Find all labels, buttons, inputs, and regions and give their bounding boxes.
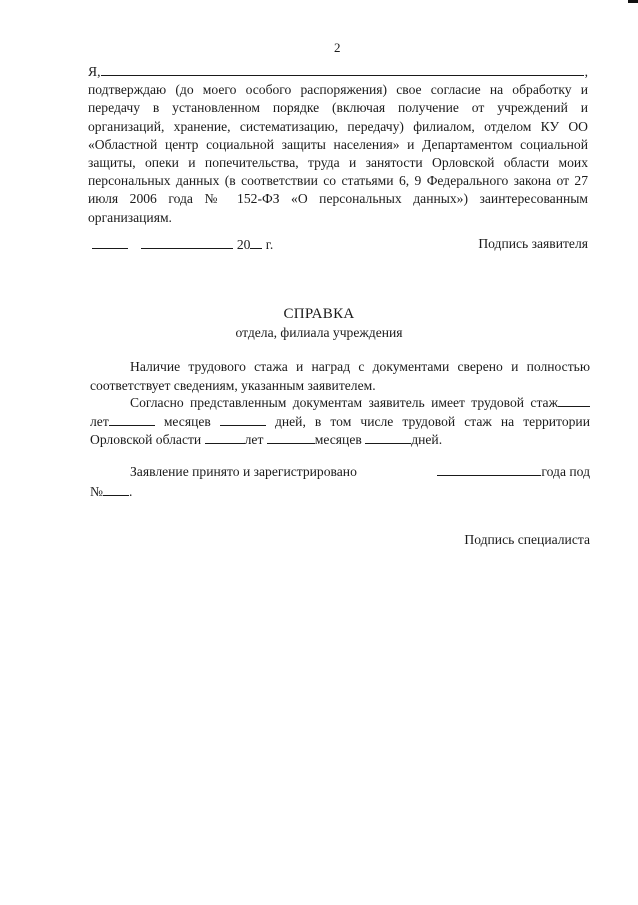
region-years-blank[interactable] (205, 431, 245, 444)
page-number: 2 (334, 40, 341, 55)
days-label: дней, (274, 413, 306, 429)
registration-number-line (90, 482, 590, 502)
year-prefix: 20 (236, 237, 251, 252)
certificate-subtitle: отдела, филиала учреждения (235, 325, 403, 340)
consent-suffix: , (584, 64, 588, 79)
consent-text: подтверждаю (до моего особого распоряжения) свое согласие на обработку и передачу в установленном порядке (включая получение от учреждений и организаций, хранение, систематизацию, передачу) филиалом, отделом КУ ОО «Областной центр социальной защиты населения» и Департаментом социальной защиты, опеки и попечительства, труда и занятости Орловской области моих персональных данных (в соответствии со статьями 6, 9 Федерального закона от 27 июля 2006 года № 152-ФЗ «О персональных данных») заинтересованным организациям. (88, 82, 588, 225)
experience-lead: Согласно представленным документам заявитель имеет трудовой стаж (130, 395, 558, 410)
registration-end: . (128, 484, 133, 499)
applicant-name-line (88, 62, 588, 81)
registration-number-blank[interactable] (103, 483, 129, 496)
registration-lead: Заявление принято и зарегистрировано (130, 464, 357, 479)
region-months-label: месяцев (314, 432, 362, 447)
day-blank[interactable] (92, 236, 128, 249)
region-days-label: дней. (411, 432, 443, 447)
months-label: месяцев (163, 413, 211, 429)
region-lead: в том числе трудовой стаж на территории Орловской области (90, 413, 590, 447)
specialist-signature-label: Подпись специалиста (464, 532, 590, 547)
days-blank[interactable] (220, 413, 266, 426)
certificate-title: СПРАВКА (283, 306, 355, 322)
month-blank[interactable] (141, 236, 233, 249)
region-days-blank[interactable] (365, 431, 411, 444)
registration-paragraph (90, 462, 590, 502)
consent-statement (88, 62, 588, 227)
registration-date-group (437, 462, 590, 482)
registration-line (90, 462, 590, 482)
applicant-signature-label: Подпись заявителя (478, 236, 588, 251)
region-months-blank[interactable] (267, 431, 315, 444)
corner-mark (628, 0, 638, 3)
years-label: лет (90, 413, 109, 429)
region-years-label: лет (244, 432, 264, 447)
applicant-name-blank[interactable] (101, 62, 583, 76)
months-blank[interactable] (109, 413, 155, 426)
years-blank[interactable] (558, 394, 590, 407)
number-sign: № (90, 484, 103, 499)
registration-date-blank[interactable] (437, 463, 541, 476)
registration-year-label: года под (541, 464, 590, 479)
work-experience-paragraph (90, 394, 590, 450)
verification-paragraph: Наличие трудового стажа и наград с документами сверено и полностью соответствует сведениям, указанным заявителем. (90, 359, 590, 393)
consent-prefix: Я, (88, 64, 101, 79)
year-suffix: г. (262, 237, 274, 252)
year-blank[interactable] (250, 236, 262, 249)
